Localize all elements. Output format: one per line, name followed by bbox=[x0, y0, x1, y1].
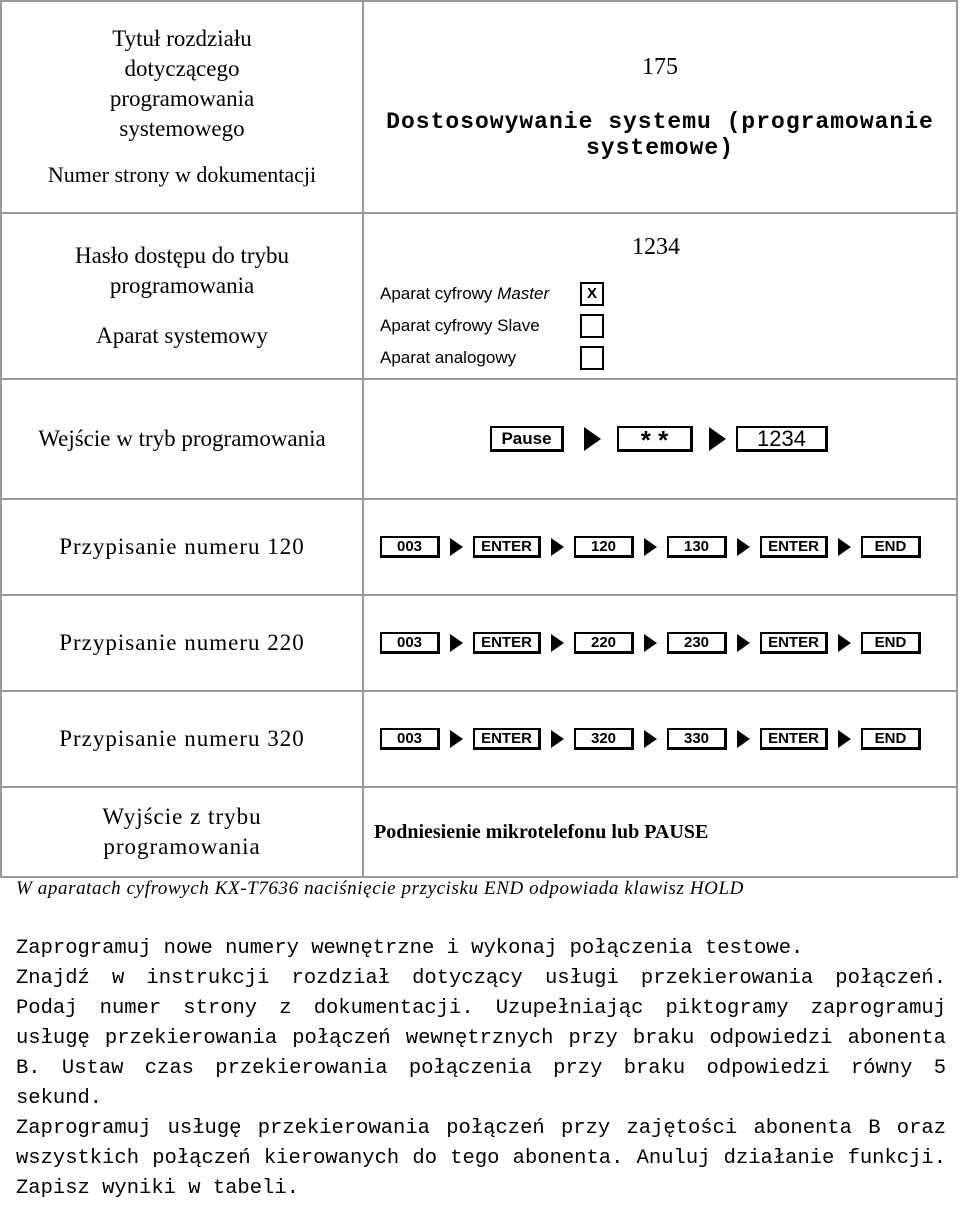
arrow-icon bbox=[551, 538, 564, 556]
arrow-icon bbox=[838, 538, 851, 556]
device-name: Aparat cyfrowy Master bbox=[380, 284, 550, 303]
instruction-2: Znajdź w instrukcji rozdział dotyczący usługi przekierowania połączeń. Podaj numer strony z dokumentacji. Uzupełniając piktogramy zaprogramuj usługę przekierowania połączeń wewnętrznych przy braku odpowiedzi abonenta B. Ustaw czas przekierowania połączenia przy braku odpowiedzi równy 5 sekund. bbox=[16, 967, 946, 1110]
key-number[interactable]: 230 bbox=[667, 632, 727, 654]
key-enter[interactable]: ENTER bbox=[760, 728, 828, 750]
arrow-icon bbox=[838, 634, 851, 652]
hold-note: W aparatach cyfrowych KX-T7636 naciśnięcie przycisku END odpowiada klawisz HOLD bbox=[16, 878, 744, 899]
pause-key[interactable]: Pause bbox=[490, 426, 564, 452]
assign-label: Przypisanie numeru 120 bbox=[1, 499, 363, 595]
password-label-cell bbox=[1, 213, 363, 379]
arrow-icon bbox=[450, 634, 463, 652]
instruction-1: Zaprogramuj nowe numery wewnętrzne i wykonaj połączenia testowe. bbox=[16, 937, 804, 960]
assign-row-320 bbox=[1, 691, 957, 787]
arrow-icon bbox=[644, 538, 657, 556]
key-end[interactable]: END bbox=[861, 632, 921, 654]
device-list bbox=[380, 278, 604, 374]
arrow-icon bbox=[737, 730, 750, 748]
key-number[interactable]: 330 bbox=[667, 728, 727, 750]
chapter-value-cell bbox=[363, 1, 957, 213]
key-003[interactable]: 003 bbox=[380, 536, 440, 558]
key-number[interactable]: 220 bbox=[574, 632, 634, 654]
device-label: Aparat systemowy bbox=[96, 323, 268, 348]
assign-row-220 bbox=[1, 595, 957, 691]
key-enter[interactable]: ENTER bbox=[760, 536, 828, 558]
chapter-row bbox=[1, 1, 957, 213]
assign-label: Przypisanie numeru 220 bbox=[1, 595, 363, 691]
assign-sequence bbox=[364, 728, 956, 750]
arrow-icon bbox=[450, 730, 463, 748]
arrow-icon bbox=[737, 538, 750, 556]
assign-row-120 bbox=[1, 499, 957, 595]
instruction-3: Zaprogramuj usługę przekierowania połączeń przy zajętości abonenta B oraz wszystkich połączeń kierowanych do tego abonenta. Anuluj działanie funkcji. Zapisz wyniki w tabeli. bbox=[16, 1117, 946, 1200]
device-option-slave[interactable] bbox=[380, 310, 604, 342]
key-003[interactable]: 003 bbox=[380, 728, 440, 750]
device-checkbox[interactable] bbox=[580, 314, 604, 338]
chapter-label-cell bbox=[1, 1, 363, 213]
chapter-title-label: Tytuł rozdziału dotyczącego programowania systemowego bbox=[109, 26, 255, 141]
arrow-icon bbox=[838, 730, 851, 748]
key-enter[interactable]: ENTER bbox=[473, 728, 541, 750]
key-end[interactable]: END bbox=[861, 536, 921, 558]
exit-mode-value-cell bbox=[363, 787, 957, 877]
star-star-key[interactable]: * * bbox=[617, 426, 693, 452]
device-option-analog[interactable] bbox=[380, 342, 604, 374]
arrow-icon bbox=[709, 427, 726, 451]
instructions bbox=[16, 934, 946, 1204]
arrow-icon bbox=[584, 427, 601, 451]
assign-sequence bbox=[364, 632, 956, 654]
exit-mode-row bbox=[1, 787, 957, 877]
page-number-label: Numer strony w dokumentacji bbox=[47, 162, 317, 187]
device-name: Aparat analogowy bbox=[380, 348, 517, 367]
password-row bbox=[1, 213, 957, 379]
device-name: Aparat cyfrowy Slave bbox=[380, 316, 540, 335]
assign-sequence-cell bbox=[363, 595, 957, 691]
enter-mode-sequence-cell bbox=[363, 379, 957, 499]
password-label: Hasło dostępu do trybu programowania bbox=[74, 243, 289, 298]
key-enter[interactable]: ENTER bbox=[760, 632, 828, 654]
assign-sequence-cell bbox=[363, 499, 957, 595]
key-enter[interactable]: ENTER bbox=[473, 632, 541, 654]
arrow-icon bbox=[737, 634, 750, 652]
arrow-icon bbox=[551, 730, 564, 748]
device-option-master[interactable] bbox=[380, 278, 604, 310]
device-checkbox[interactable]: X bbox=[580, 282, 604, 306]
password-value: 1234 bbox=[632, 234, 680, 260]
enter-mode-row bbox=[1, 379, 957, 499]
assign-sequence-cell bbox=[363, 691, 957, 787]
key-end[interactable]: END bbox=[861, 728, 921, 750]
chapter-title-value: Dostosowywanie systemu (programowanie systemowe) bbox=[386, 108, 934, 161]
enter-mode-label: Wejście w tryb programowania bbox=[1, 379, 363, 499]
arrow-icon bbox=[644, 730, 657, 748]
key-003[interactable]: 003 bbox=[380, 632, 440, 654]
key-number[interactable]: 130 bbox=[667, 536, 727, 558]
assign-sequence bbox=[364, 536, 956, 558]
assign-label: Przypisanie numeru 320 bbox=[1, 691, 363, 787]
arrow-icon bbox=[644, 634, 657, 652]
exit-mode-value: Podniesienie mikrotelefonu lub PAUSE bbox=[374, 820, 709, 843]
key-number[interactable]: 120 bbox=[574, 536, 634, 558]
key-number[interactable]: 320 bbox=[574, 728, 634, 750]
device-checkbox[interactable] bbox=[580, 346, 604, 370]
key-enter[interactable]: ENTER bbox=[473, 536, 541, 558]
exit-mode-label: Wyjście z trybu programowania bbox=[1, 787, 363, 877]
password-value-cell bbox=[363, 213, 957, 379]
arrow-icon bbox=[450, 538, 463, 556]
enter-mode-sequence bbox=[364, 425, 956, 455]
arrow-icon bbox=[551, 634, 564, 652]
page-number-value: 175 bbox=[642, 53, 678, 80]
password-key[interactable]: 1234 bbox=[736, 426, 828, 452]
